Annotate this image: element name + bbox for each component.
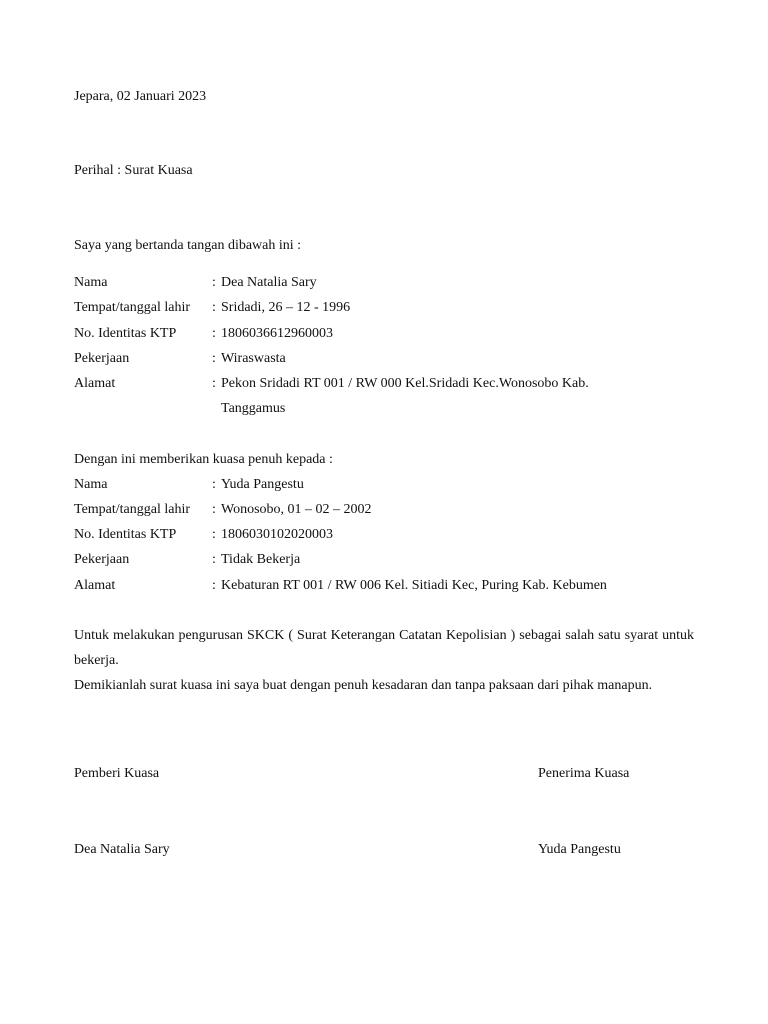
colon: : [212,351,216,366]
grantee-job-label: Pekerjaan [74,552,130,567]
grantee-name-label: Nama [74,477,108,492]
colon: : [212,578,216,593]
grantee-birth-value: Wonosobo, 01 – 02 – 2002 [221,502,372,517]
colon: : [212,552,216,567]
grantee-birth-label: Tempat/tanggal lahir [74,502,191,517]
colon: : [212,300,216,315]
grantor-address-value: Pekon Sridadi RT 001 / RW 000 Kel.Sridadi Kec.Wonosobo Kab. [221,376,589,391]
colon: : [212,477,216,492]
grantee-address-value: Kebaturan RT 001 / RW 006 Kel. Sitiadi Kec, Puring Kab. Kebumen [221,578,607,593]
place-date: Jepara, 02 Januari 2023 [74,89,207,104]
grantee-ktp-label: No. Identitas KTP [74,527,177,542]
grantor-address-label: Alamat [74,376,116,391]
colon: : [212,527,216,542]
colon: : [212,275,216,290]
colon: : [212,326,216,341]
grantee-intro: Dengan ini memberikan kuasa penuh kepada : [74,452,333,467]
grantor-birth-value: Sridadi, 26 – 12 - 1996 [221,300,351,315]
grantor-address-value-cont: Tanggamus [221,401,286,416]
grantor-name-label: Nama [74,275,108,290]
grantee-signature-name: Yuda Pangestu [538,842,621,857]
grantor-job-label: Pekerjaan [74,351,130,366]
closing-paragraph: Demikianlah surat kuasa ini saya buat dengan penuh kesadaran dan tanpa paksaan dari pihak manapun. [74,678,653,693]
grantor-signature-name: Dea Natalia Sary [74,842,170,857]
grantor-job-value: Wiraswasta [221,351,286,366]
grantor-birth-label: Tempat/tanggal lahir [74,300,191,315]
grantee-job-value: Tidak Bekerja [221,552,301,567]
colon: : [212,502,216,517]
colon: : [212,376,216,391]
grantor-signature-role: Pemberi Kuasa [74,766,160,781]
grantor-ktp-label: No. Identitas KTP [74,326,177,341]
grantee-address-label: Alamat [74,578,116,593]
grantor-ktp-value: 1806036612960003 [221,326,333,341]
grantor-name-value: Dea Natalia Sary [221,275,317,290]
subject-line: Perihal : Surat Kuasa [74,163,193,178]
grantee-signature-role: Penerima Kuasa [538,766,630,781]
grantee-name-value: Yuda Pangestu [221,477,304,492]
grantee-ktp-value: 1806030102020003 [221,527,333,542]
grantor-intro: Saya yang bertanda tangan dibawah ini : [74,238,302,253]
purpose-paragraph: Untuk melakukan pengurusan SKCK ( Surat Keterangan Catatan Kepolisian ) sebagai salah satu syarat untuk bekerja. [74,628,694,668]
